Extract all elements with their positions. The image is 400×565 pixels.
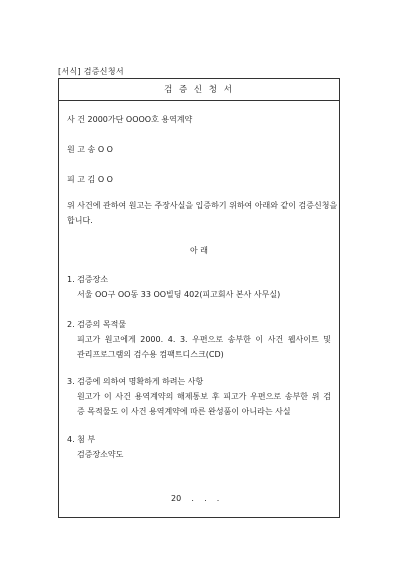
- section-line: 원고가 이 사건 용역계약의 해제통보 후 피고가 우편으로 송부한 위 검: [77, 392, 331, 401]
- case-line: 사 건 2000가단 OOOO호 용역계약: [67, 115, 193, 124]
- defendant-line: 피 고 김 O O: [67, 175, 113, 184]
- section-line: 서울 OO구 OO동 33 OO빌딩 402(피고회사 본사 사무실): [77, 290, 281, 299]
- section-title: 1. 검증장소: [67, 275, 109, 284]
- section-line: 관리프로그램의 검수용 컴팩트디스크(CD): [77, 350, 224, 359]
- date-line: 20 . . .: [171, 494, 220, 503]
- section-line: 피고가 원고에게 2000. 4. 3. 우편으로 송부한 이 사건 웹사이트 및: [77, 335, 331, 344]
- application-form: [58, 78, 340, 518]
- intro-line: 합니다.: [67, 216, 93, 225]
- intro-line: 위 사건에 관하여 원고는 주장사실을 입증하기 위하여 아래와 같이 검증신청을: [67, 201, 338, 210]
- plaintiff-line: 원 고 송 O O: [67, 145, 113, 154]
- section-title: 2. 검증의 목적물: [67, 320, 127, 329]
- form-caption: [서식] 검증신청서: [58, 67, 124, 76]
- section-heading: 아 래: [190, 246, 208, 255]
- form-title: 검 증 신 청 서: [59, 79, 339, 101]
- section-line: 증 목적물도 이 사건 용역계약에 따른 완성품이 아니라는 사실: [77, 407, 291, 416]
- section-title: 3. 검증에 의하여 명확하게 하려는 사항: [67, 377, 204, 386]
- section-line: 검증장소약도: [77, 450, 124, 459]
- section-title: 4. 첨 부: [67, 435, 96, 444]
